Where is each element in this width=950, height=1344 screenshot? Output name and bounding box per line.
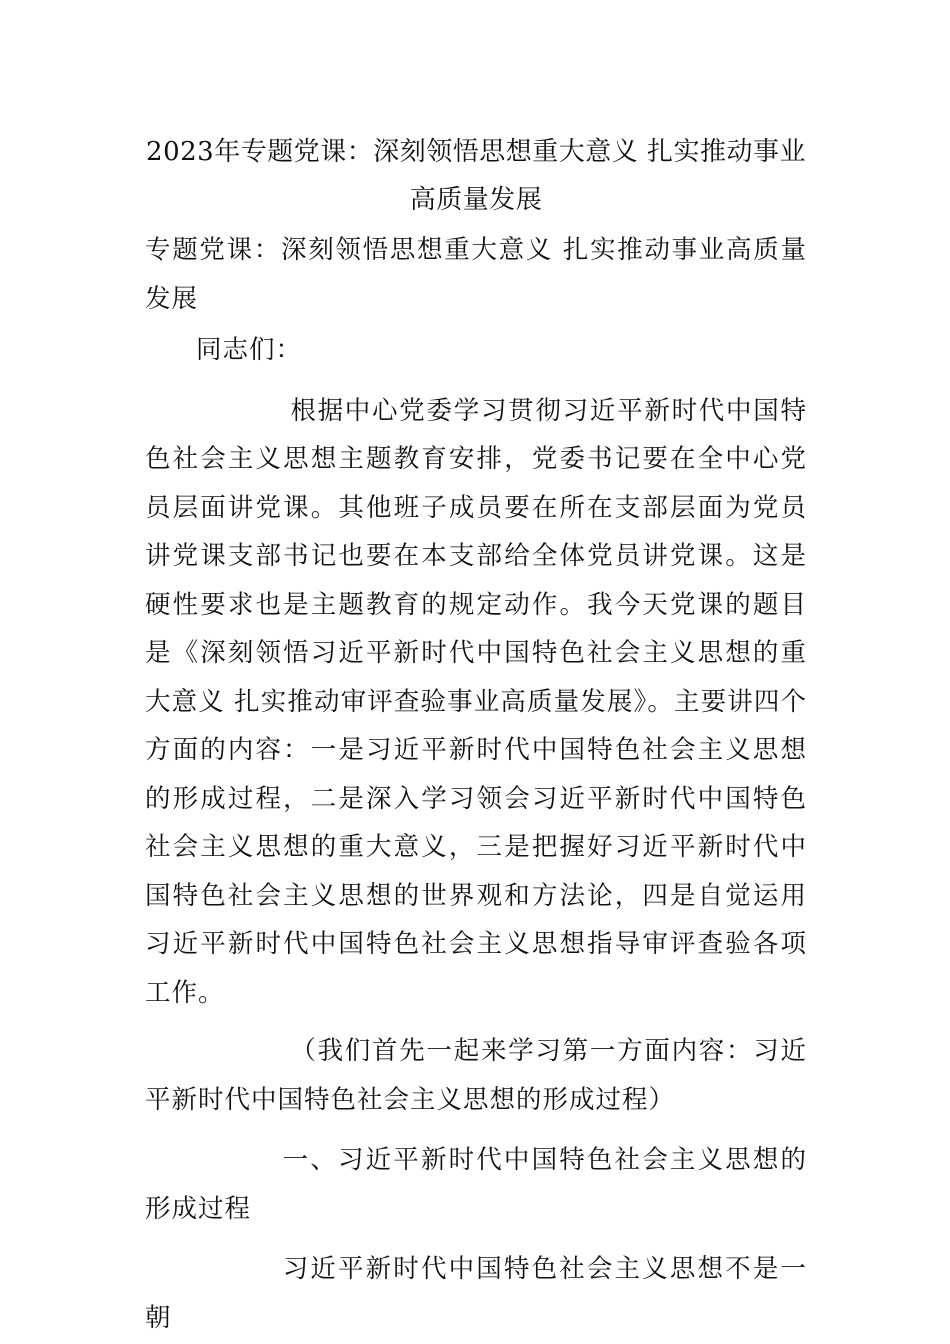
document-subtitle: 专题党课：深刻领悟思想重大意义 扎实推动事业高质量发展 — [145, 235, 807, 314]
section-note: （我们首先一起来学习第一方面内容：习近平新时代中国特色社会主义思想的形成过程） — [145, 1036, 807, 1115]
section-heading: 一、习近平新时代中国特色社会主义思想的形成过程 — [145, 1145, 807, 1224]
body-paragraph: 习近平新时代中国特色社会主义思想不是一朝 — [145, 1254, 807, 1333]
intro-paragraph: 根据中心党委学习贯彻习近平新时代中国特色社会主义思想主题教育安排，党委书记要在全中心党员层面讲党课。其他班子成员要在所在支部层面为党员讲党课支部书记也要在本支部给全体党员讲党课。这是硬性要求也是主题教育的规定动作。我今天党课的题目是《深刻领悟习近平新时代中国特色社会主义思想的重大意义 扎实推动审评查验事业高质量发展》。主要讲四个方面的内容：一是习近平新时代中国特色社会主义思想的形成过程，二是深入学习领会习近平新时代中国特色社会主义思想的重大意义，三是把握好习近平新时代中国特色社会主义思想的世界观和方法论，四是自觉运用习近平新时代中国特色社会主义思想指导审评查验各项工作。 — [145, 395, 807, 1008]
document-title: 2023年专题党课：深刻领悟思想重大意义 扎实推动事业高质量发展 — [146, 137, 806, 215]
document-body — [145, 128, 807, 1342]
greeting: 同志们： — [196, 335, 303, 365]
